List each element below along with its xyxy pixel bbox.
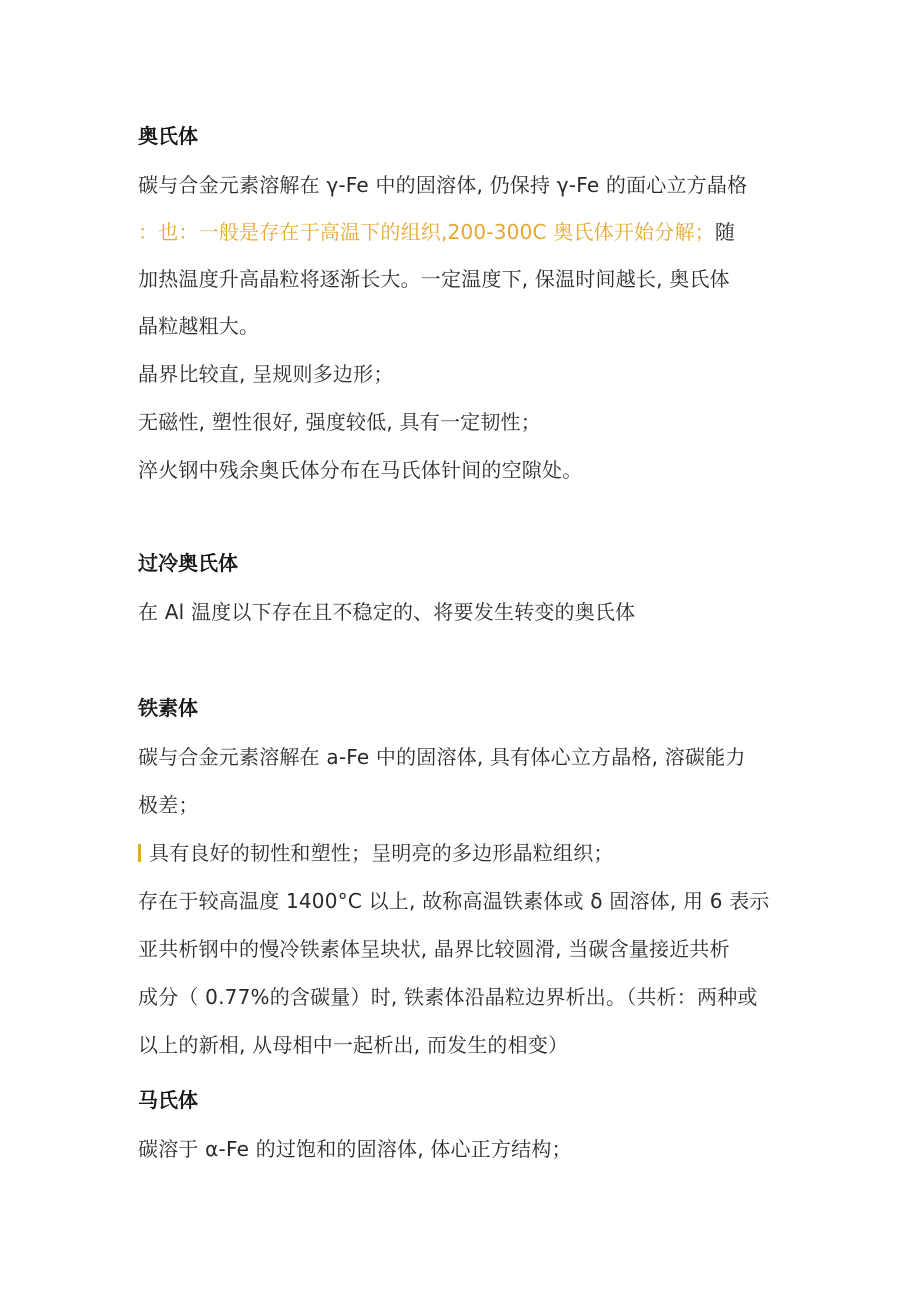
paragraph-text: 随	[714, 220, 736, 244]
paragraph-line: 晶界比较直, 呈规则多边形；	[138, 362, 394, 386]
paragraph-line: 碳溶于 α-Fe 的过饱和的固溶体, 体心正方结构；	[138, 1137, 572, 1161]
paragraph-line: 成分（ 0.77%的含碳量）时, 铁素体沿晶粒边界析出。（共析：两种或	[138, 985, 758, 1009]
paragraph-line: 极差；	[138, 793, 199, 817]
heading-supercooled-austenite: 过冷奥氏体	[138, 551, 238, 575]
paragraph-line: 晶粒越粗大。	[138, 314, 260, 338]
paragraph-line: 淬火钢中残余奥氏体分布在马氏体针间的空隙处。	[138, 458, 583, 482]
heading-austenite: 奥氏体	[138, 124, 198, 148]
highlighted-text: ：也：一般是存在于高温下的组织,200-300C 奥氏体开始分解；	[138, 220, 715, 244]
paragraph-line	[138, 837, 614, 866]
accent-bar	[138, 844, 141, 862]
paragraph-line: 无磁性, 塑性很好, 强度较低, 具有一定韧性；	[138, 410, 541, 434]
heading-martensite: 马氏体	[138, 1088, 198, 1112]
paragraph-line: 碳与合金元素溶解在 γ-Fe 中的固溶体, 仍保持 γ-Fe 的面心立方晶格	[138, 173, 748, 197]
paragraph-line: 加热温度升高晶粒将逐渐长大。一定温度下, 保温时间越长, 奥氏体	[138, 267, 730, 291]
paragraph-text: 具有良好的韧性和塑性；呈明亮的多边形晶粒组织；	[149, 841, 614, 865]
paragraph-line: 碳与合金元素溶解在 a-Fe 中的固溶体, 具有体心立方晶格, 溶碳能力	[138, 745, 746, 769]
paragraph-line: 以上的新相, 从母相中一起析出, 而发生的相变）	[138, 1033, 569, 1057]
paragraph-line: 在 Al 温度以下存在且不稳定的、将要发生转变的奥氏体	[138, 600, 636, 624]
paragraph-line	[138, 216, 735, 245]
paragraph-line: 亚共析钢中的慢冷铁素体呈块状, 晶界比较圆滑, 当碳含量接近共析	[138, 937, 730, 961]
heading-ferrite: 铁素体	[138, 696, 198, 720]
paragraph-line: 存在于较高温度 1400°C 以上, 故称高温铁素体或 δ 固溶体, 用 6 表示	[138, 889, 770, 913]
